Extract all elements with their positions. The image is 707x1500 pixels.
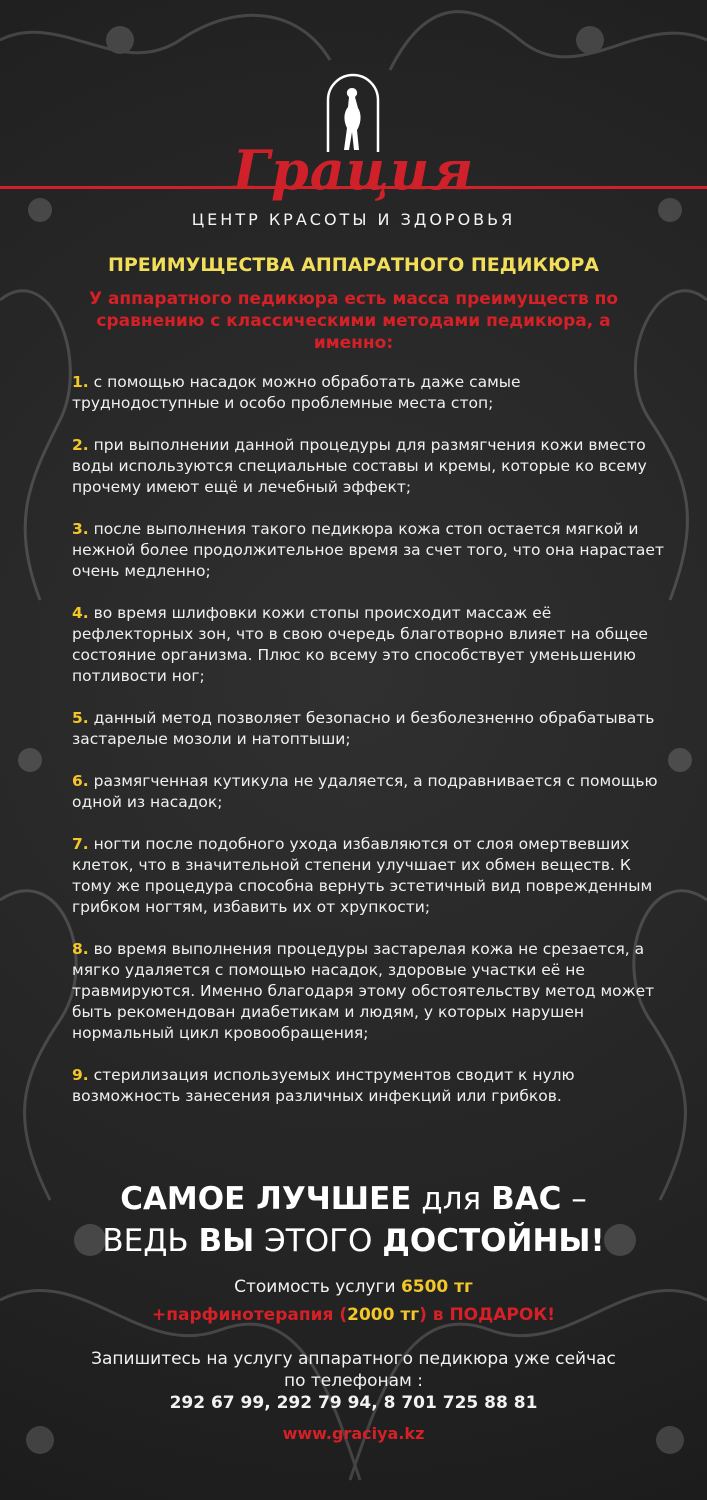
item-text: при выполнении данной процедуры для размягчения кожи вместо воды используются специальные составы и кремы, которые ко всему прочему имеют ещё и лечебный эффект; [72, 436, 647, 496]
item-text: ногти после подобного ухода избавляются от слоя омертвевших клеток, что в значительной степени улучшает их обмен веществ. К тому же процедура способна вернуть эстетичный вид поврежденным грибком ногтям, избавить их от хрупкости; [72, 835, 653, 916]
item-number: 1. [72, 373, 89, 391]
list-item [72, 771, 672, 813]
slogan-line-1: САМОЕ ЛУЧШЕЕ для ВАС – [120, 1181, 587, 1217]
list-item [72, 372, 672, 414]
contact-line-1: Запишитесь на услугу аппаратного педикюра уже сейчас [91, 1349, 616, 1369]
item-text: данный метод позволяет безопасно и безболезненно обрабатывать застарелые мозоли и натоптыши; [72, 709, 655, 748]
item-text: во время выполнения процедуры застарелая кожа не срезается, а мягко удаляется с помощью насадок, здоровые участки её не травмируются. Именно благодаря этому обстоятельству метод может быть рекомендован диабетикам и людям, у которых нарушен нормальный цикл кровообращения; [72, 940, 655, 1042]
item-number: 9. [72, 1066, 89, 1084]
benefits-list [72, 372, 672, 1128]
list-item [72, 519, 672, 582]
item-number: 8. [72, 940, 89, 958]
list-item [72, 834, 672, 918]
contact-line-2: по телефонам : [283, 1371, 424, 1391]
list-item [72, 603, 672, 687]
slogan-line-2: ВЕДЬ ВЫ ЭТОГО ДОСТОЙНЫ! [102, 1223, 605, 1259]
list-item [72, 1065, 672, 1107]
item-text: размягченная кутикула не удаляется, а подравнивается с помощью одной из насадок; [72, 772, 658, 811]
item-text: с помощью насадок можно обработать даже самые труднодоступные и особо проблемные места стоп; [72, 373, 521, 412]
item-number: 4. [72, 604, 89, 622]
service-price: Стоимость услуги 6500 тг [234, 1277, 473, 1297]
price-value: 6500 тг [400, 1277, 473, 1297]
logo [0, 60, 707, 240]
list-item [72, 708, 672, 750]
contact-block [0, 1348, 707, 1414]
slogan [0, 1178, 707, 1262]
item-text: после выполнения такого педикюра кожа стоп остается мягкой и нежной более продолжительное время за счет того, что она нарастает очень медленно; [72, 520, 664, 580]
brand-subtitle: ЦЕНТР КРАСОТЫ И ЗДОРОВЬЯ [191, 210, 516, 229]
page-title: ПРЕИМУЩЕСТВА АППАРАТНОГО ПЕДИКЮРА [107, 254, 600, 276]
item-number: 7. [72, 835, 89, 853]
list-item [72, 939, 672, 1044]
item-text: во время шлифовки кожи стопы происходит массаж её рефлекторных зон, что в свою очередь благотворно влияет на общее состояние организма. Плюс ко всему это способствует уменьшению потливости ног; [72, 604, 648, 685]
item-number: 3. [72, 520, 89, 538]
phone-numbers: 292 67 99, 292 79 94, 8 701 725 88 81 [169, 1393, 538, 1413]
lead-text: У аппаратного педикюра есть масса преимуществ по сравнению с классическими методами педикюра, а именно: [88, 289, 619, 353]
website-link[interactable]: www.graciya.kz [282, 1424, 425, 1443]
item-number: 2. [72, 436, 89, 454]
item-text: стерилизация используемых инструментов сводит к нулю возможность занесения различных инфекций или грибков. [72, 1066, 575, 1105]
brand-name: Грация [232, 138, 475, 202]
item-number: 5. [72, 709, 89, 727]
item-number: 6. [72, 772, 89, 790]
gift-offer: +парфинотерапия (2000 тг) в ПОДАРОК! [152, 1305, 555, 1325]
list-item [72, 435, 672, 498]
